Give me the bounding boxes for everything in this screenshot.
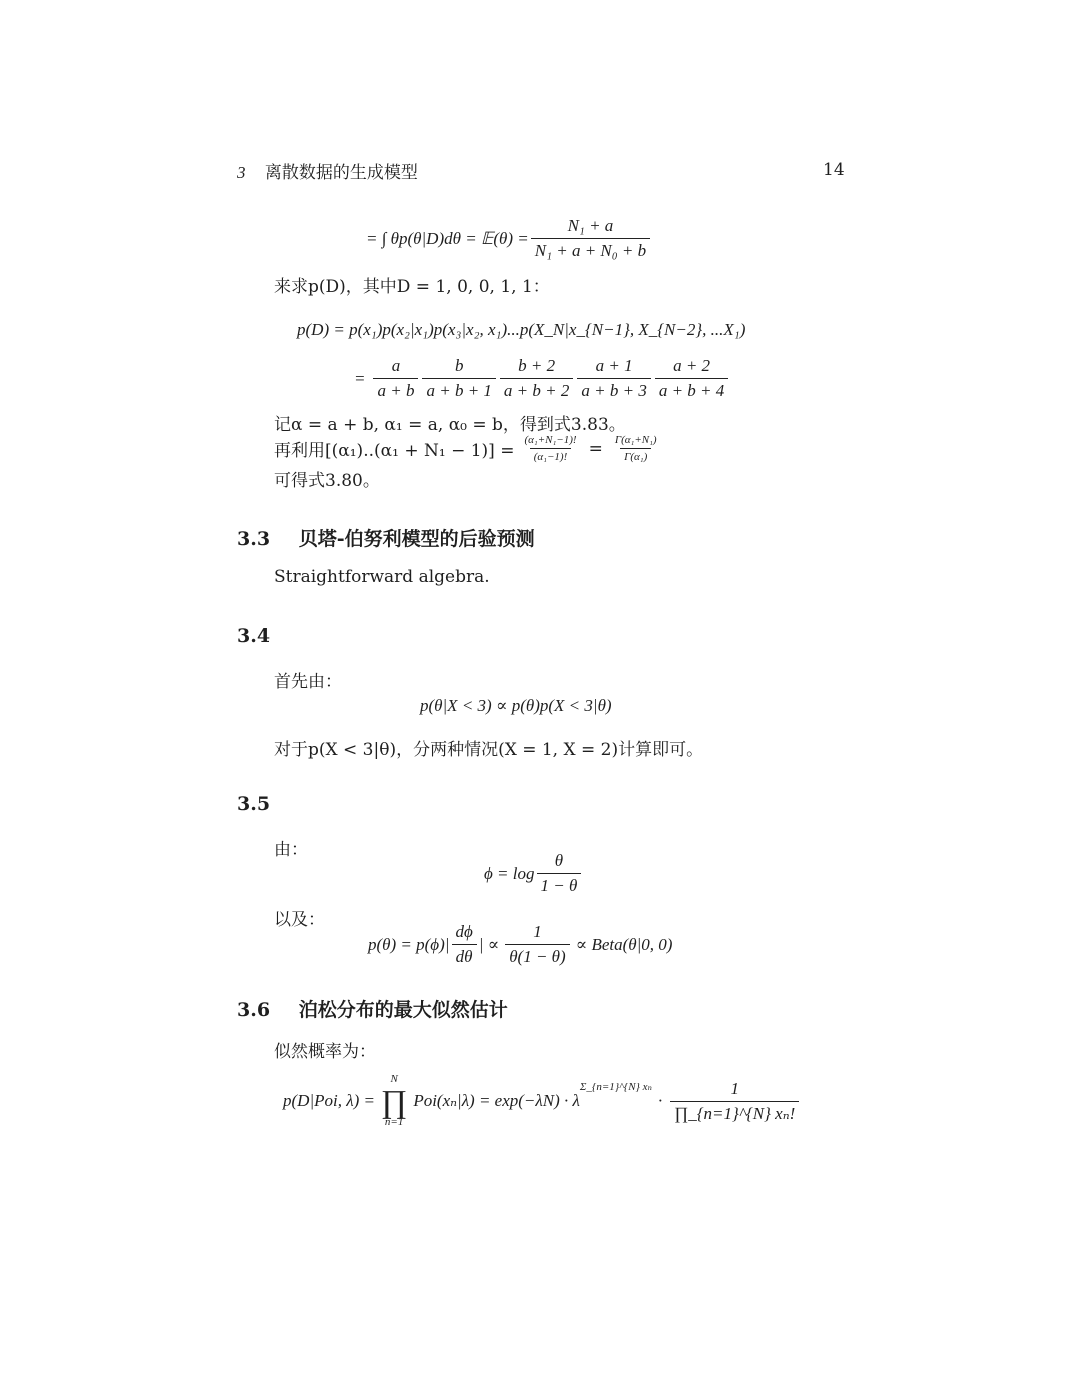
product-fraction: $\frac{a + 1}{a + b + 3}$ [577,356,650,401]
text-find-pD: 来求p(D)，其中D = 1, 0, 0, 1, 1： [274,277,550,297]
section-title: 贝塔-伯努利模型的后验预测 [298,528,535,550]
section-heading-3-6 [237,995,508,1022]
section-heading-3-4: 3.4 [237,625,271,647]
likelihood-fraction: $\frac{1}{\text{∏\_\{n=1\}\textasciicircum{}\{N\} xₙ!}}$ [670,1079,799,1124]
equation-posterior-mean [366,216,652,261]
eq-fraction [531,216,650,261]
eq1-fraction: $\frac{\theta}{1 - \theta}$ [537,851,582,896]
chapter-number: 3 [237,163,246,182]
section-3-5-eq2: p(θ) = p(ϕ)| $\frac{d\phi}{d\theta}$ | ∝ $\frac{1}{\theta(1 - \theta)}$ ∝ Beta(θ|0, 0) [368,922,673,966]
section-3-5-also: 以及： [274,910,325,930]
product-fraction: $\frac{a}{a + b}$ [373,356,418,401]
section-heading-3-3 [237,524,535,551]
section-heading-3-5: 3.5 [237,793,271,815]
reuse-fraction-2: $\frac{\text{Γ(α₁+N₁)}}{\text{Γ(α₁)}}$ [614,434,657,463]
section-3-4-intro: 首先由： [274,672,342,692]
product-fraction: $\frac{b}{a + b + 1}$ [422,356,495,401]
section-number: 3.3 [237,528,271,550]
equation-product [354,356,730,401]
chapter-title: 离散数据的生成模型 [264,163,418,183]
section-3-5-eq1: ϕ = log $\frac{\theta}{1 - \theta}$ [484,851,583,896]
section-3-4-equation: p(θ|X < 3) ∝ p(θ)p(X < 3|θ) [420,696,612,715]
product-fraction: $\frac{a + 2}{a + b + 4}$ [655,356,728,401]
section-3-5-intro: 由： [274,840,308,860]
eq-denominator: N₁ + a + N₀ + b [531,238,650,261]
section-number: 3.6 [237,999,271,1021]
eq-numerator: N₁ + a [567,216,614,235]
section-3-4-body: 对于p(X < 3|θ)，分两种情况(X = 1, X = 2)计算即可。 [274,740,704,760]
reuse-equals: = [588,438,603,459]
eq-left: = ∫ θp(θ|D)dθ = 𝔼(θ) = [366,228,529,248]
reuse-prefix: 再利用[(α₁)..(α₁ + N₁ − 1)] = [274,441,515,461]
exponent: Σ_{n=1}^{N} xₙ [579,1081,653,1093]
reuse-fraction-1: $\frac{\text{(α₁+N₁−1)!}}{\text{(α₁−1)!}}$ [524,434,577,463]
text-obtain: 可得式3.80。 [274,471,380,491]
eq2-derivative: $\frac{d\phi}{d\theta}$ [451,922,476,967]
running-header [237,158,418,183]
text-denote: 记α = a + b, α₁ = a, α₀ = b，得到式3.83。 [274,415,626,435]
section-title: 泊松分布的最大似然估计 [298,999,508,1021]
equation-chain-rule: p(D) = p(x₁)p(x₂|x₁)p(x₃|x₂, x₁)...p(X_N|x_{N−1}, X_{N−2}, ...X₁) [297,320,746,339]
product-fraction: $\frac{b + 2}{a + b + 2}$ [500,356,573,401]
eq2-fraction: $\frac{1}{\theta(1 - \theta)}$ [505,922,570,967]
eq-equals: = [354,368,366,388]
section-3-3-body: Straightforward algebra. [274,567,490,587]
section-3-6-equation: p(D|Poi, λ) = N ∏ n=1 Poi(xₙ|λ) = exp(−λN) · λ $^{\Sigma\_\{n=1\}\^{}\{N\} x_n}$ · $\frac{1}{\text{∏\_\{n=1\}\textasciicircum{}\{N\} xₙ!}}$ [283,1074,801,1128]
section-3-6-intro: 似然概率为： [274,1042,376,1062]
page-number: 14 [823,160,845,180]
text-reuse [274,434,663,463]
product-operator: N ∏ n=1 [380,1073,408,1128]
